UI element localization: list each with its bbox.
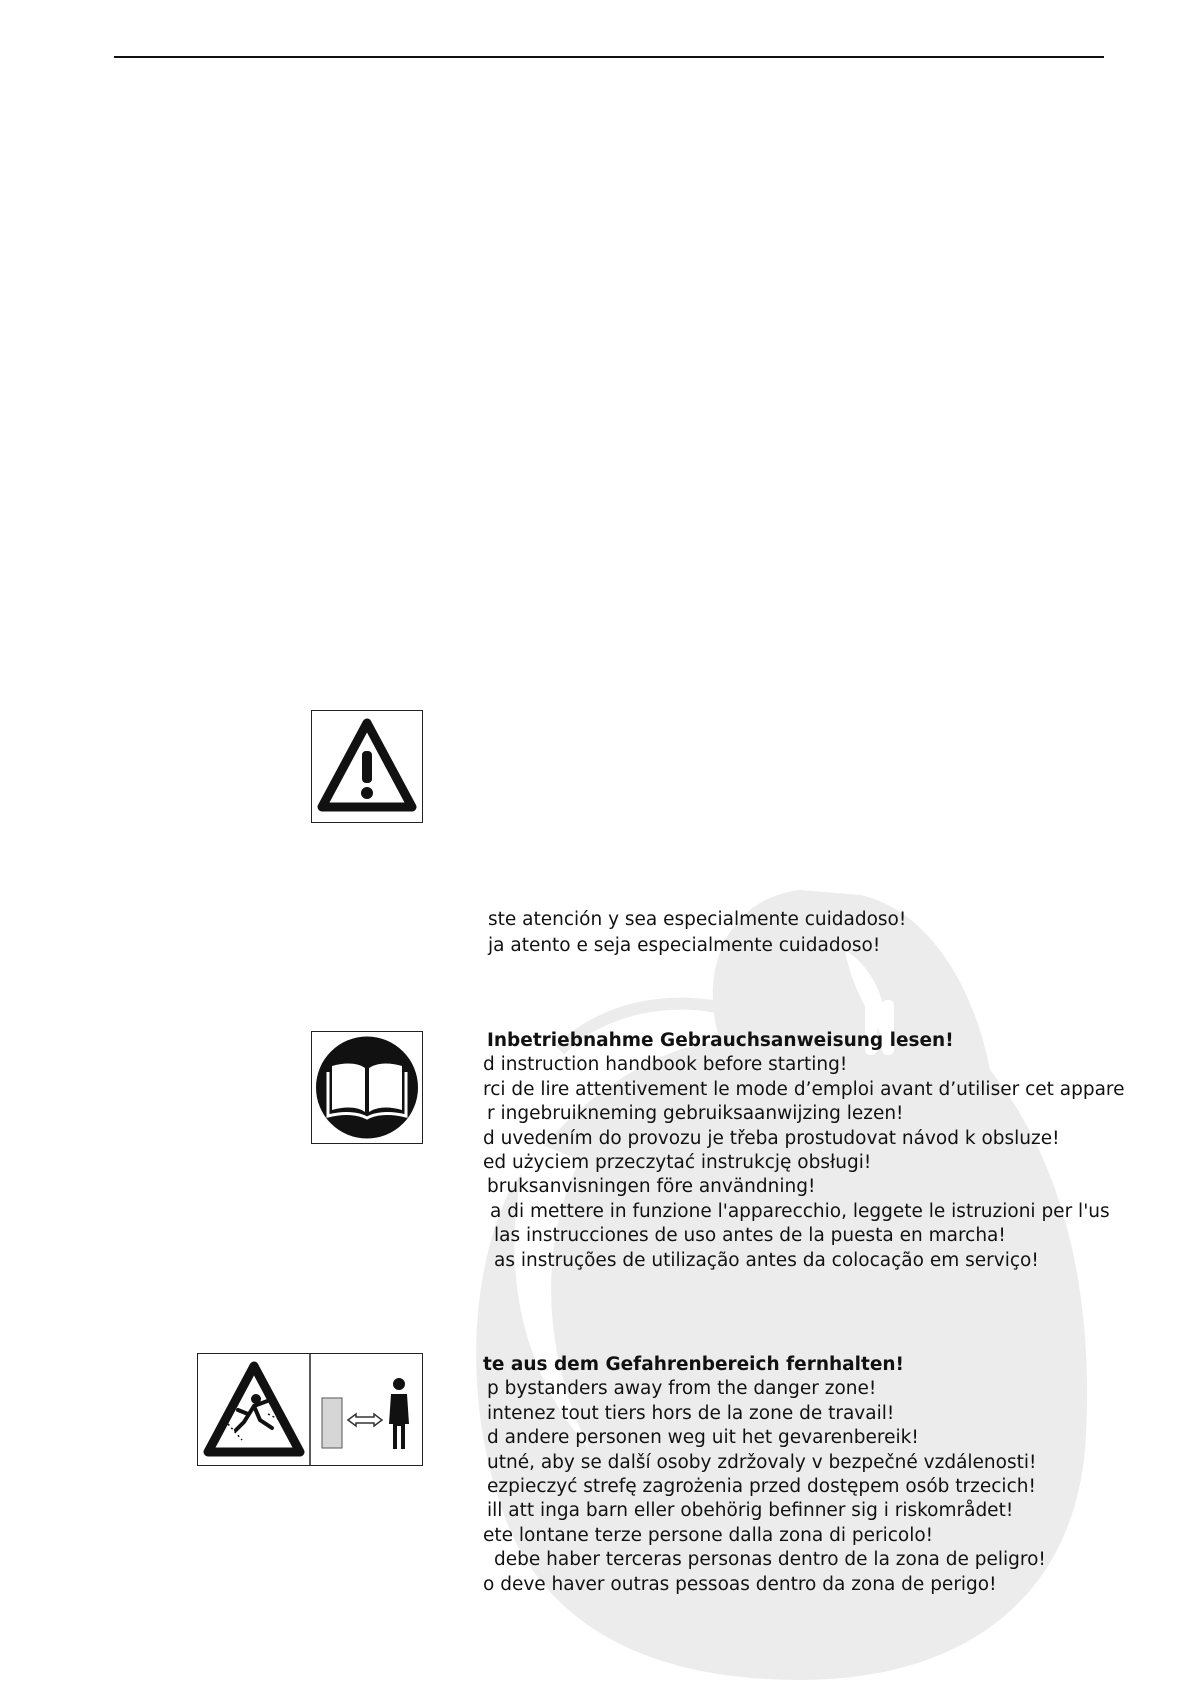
manual-line-de: Inbetriebnahme Gebrauchsanweisung lesen! — [487, 1030, 954, 1051]
bystanders-line-fr: intenez tout tiers hors de la zone de travail! — [487, 1402, 895, 1424]
bystanders-line-it: ete lontane terze persone dalla zona di pericolo! — [483, 1524, 934, 1546]
caution-text — [488, 907, 906, 959]
manual-text-block — [483, 1029, 1125, 1273]
caution-line-es: ste atención y sea especialmente cuidadoso! — [488, 909, 907, 930]
bystanders-text-block — [483, 1353, 1046, 1597]
bystanders-line-nl: d andere personen weg uit het gevarenbereik! — [487, 1427, 919, 1449]
manual-line-fr: rci de lire attentivement le mode d’emploi avant d’utiliser cet appare — [483, 1078, 1125, 1100]
bystanders-line-pt: o deve haver outras pessoas dentro da zona de perigo! — [483, 1573, 997, 1595]
bystanders-line-en: p bystanders away from the danger zone! — [487, 1378, 877, 1400]
bystanders-line-sv: ill att inga barn eller obehörig befinner sig i riskområdet! — [487, 1500, 1014, 1522]
manual-line-pt: as instruções de utilização antes da colocação em serviço! — [494, 1249, 1039, 1271]
manual-line-nl: r ingebruikneming gebruiksaanwijzing lezen! — [487, 1103, 904, 1125]
caution-line-pt: ja atento e seja especialmente cuidadoso! — [488, 935, 881, 956]
warning-triangle-icon — [312, 711, 422, 822]
manual-line-pl: ed użyciem przeczytać instrukcję obsługi! — [483, 1152, 872, 1174]
warning-icon-box — [311, 710, 423, 823]
manual-icon-box — [311, 1031, 423, 1144]
bystanders-icon-box — [197, 1353, 423, 1466]
bystanders-line-pl: ezpieczyć strefę zagrożenia przed dostępem osób trzecich! — [487, 1476, 1036, 1498]
manual-line-it: a di mettere in funzione l'apparecchio, leggete le istruzioni per l'us — [490, 1200, 1110, 1222]
manual-line-es: las instrucciones de uso antes de la puesta en marcha! — [494, 1225, 1006, 1247]
bystanders-line-cz: utné, aby se další osoby zdržovaly v bezpečné vzdálenosti! — [487, 1451, 1037, 1473]
header-rule — [114, 56, 1104, 58]
manual-line-sv: bruksanvisningen före användning! — [487, 1176, 816, 1198]
read-manual-icon — [312, 1032, 422, 1143]
manual-line-cz: d uvedením do provozu je třeba prostudovat návod k obsluze! — [483, 1127, 1060, 1149]
bystanders-line-es: debe haber terceras personas dentro de la zona de peligro! — [494, 1549, 1046, 1571]
manual-line-en: d instruction handbook before starting! — [483, 1054, 848, 1076]
keep-bystanders-away-icon — [198, 1354, 422, 1465]
bystanders-line-de: te aus dem Gefahrenbereich fernhalten! — [483, 1354, 904, 1375]
